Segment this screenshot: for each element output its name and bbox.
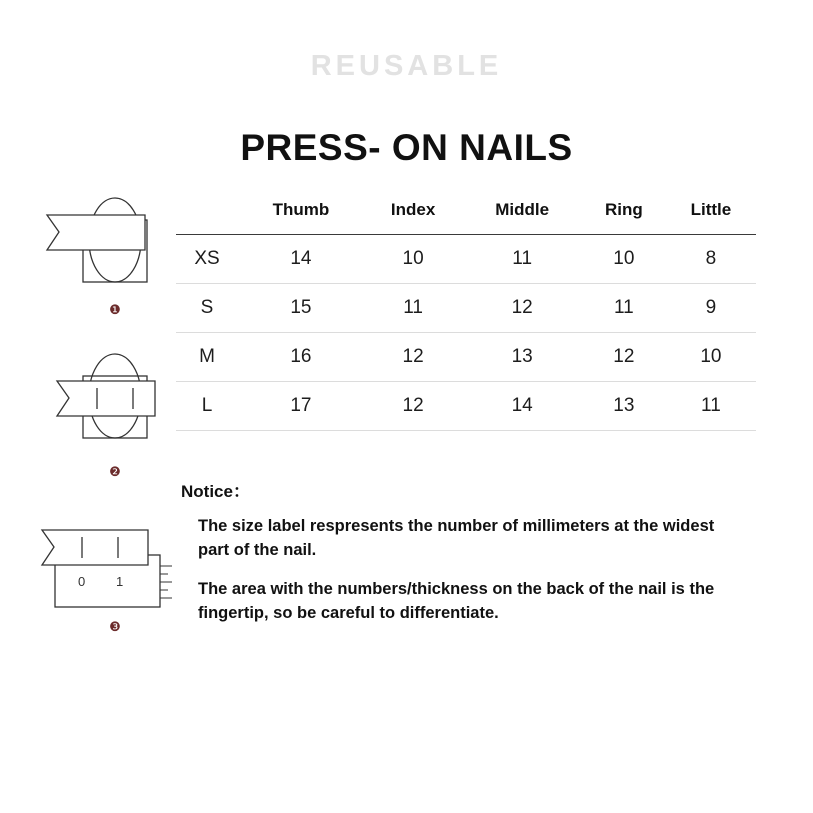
row-label-l: L [176, 382, 238, 431]
table-row [176, 235, 756, 284]
cell-xs-index: 10 [364, 235, 463, 284]
cell-xs-little: 8 [666, 235, 756, 284]
cell-l-little: 11 [666, 382, 756, 431]
table-row [176, 284, 756, 333]
column-header-little: Little [690, 200, 732, 219]
ruler-tick-1: 1 [116, 574, 124, 589]
cell-m-ring: 12 [582, 333, 666, 382]
cell-s-thumb: 15 [238, 284, 364, 333]
cell-xs-thumb: 14 [238, 235, 364, 284]
nail-diagram-1 [35, 182, 195, 297]
notice-paragraph-2: The area with the numbers/thickness on the back of the nail is the fingertip, so be careful to differentiate. [198, 580, 715, 622]
cell-m-thumb: 16 [238, 333, 364, 382]
cell-xs-middle: 11 [462, 235, 582, 284]
ruler-tick-0: 0 [78, 574, 86, 589]
cell-l-thumb: 17 [238, 382, 364, 431]
column-header-size [176, 200, 238, 235]
column-header-index: Index [390, 200, 436, 219]
cell-xs-ring: 10 [582, 235, 666, 284]
step-number-3: ❸ [109, 619, 121, 634]
table-row [176, 333, 756, 382]
nail-diagram-2 [35, 338, 195, 458]
column-header-ring: Ring [604, 200, 643, 219]
eyebrow-text: REUSABLE [310, 50, 503, 82]
page-title: PRESS- ON NAILS [240, 127, 573, 168]
size-chart-table [176, 200, 756, 431]
step-number-2: ❷ [109, 464, 121, 479]
cell-l-ring: 13 [582, 382, 666, 431]
table-row [176, 382, 756, 431]
cell-m-middle: 13 [462, 333, 582, 382]
cell-s-index: 11 [364, 284, 463, 333]
cell-l-middle: 14 [462, 382, 582, 431]
table-header-row [176, 200, 756, 235]
cell-s-little: 9 [666, 284, 756, 333]
cell-s-middle: 12 [462, 284, 582, 333]
row-label-xs: XS [176, 235, 238, 284]
cell-m-index: 12 [364, 333, 463, 382]
row-label-m: M [176, 333, 238, 382]
column-header-middle: Middle [495, 200, 550, 219]
row-label-s: S [176, 284, 238, 333]
column-header-thumb: Thumb [272, 200, 330, 219]
nail-diagram-3-ruler [20, 520, 180, 620]
step-number-1: ❶ [109, 302, 121, 317]
notice-paragraph-1: The size label respresents the number of millimeters at the widest part of the nail. [198, 517, 715, 559]
cell-l-index: 12 [364, 382, 463, 431]
cell-m-little: 10 [666, 333, 756, 382]
cell-s-ring: 11 [582, 284, 666, 333]
notice-label: Notice： [181, 482, 250, 501]
